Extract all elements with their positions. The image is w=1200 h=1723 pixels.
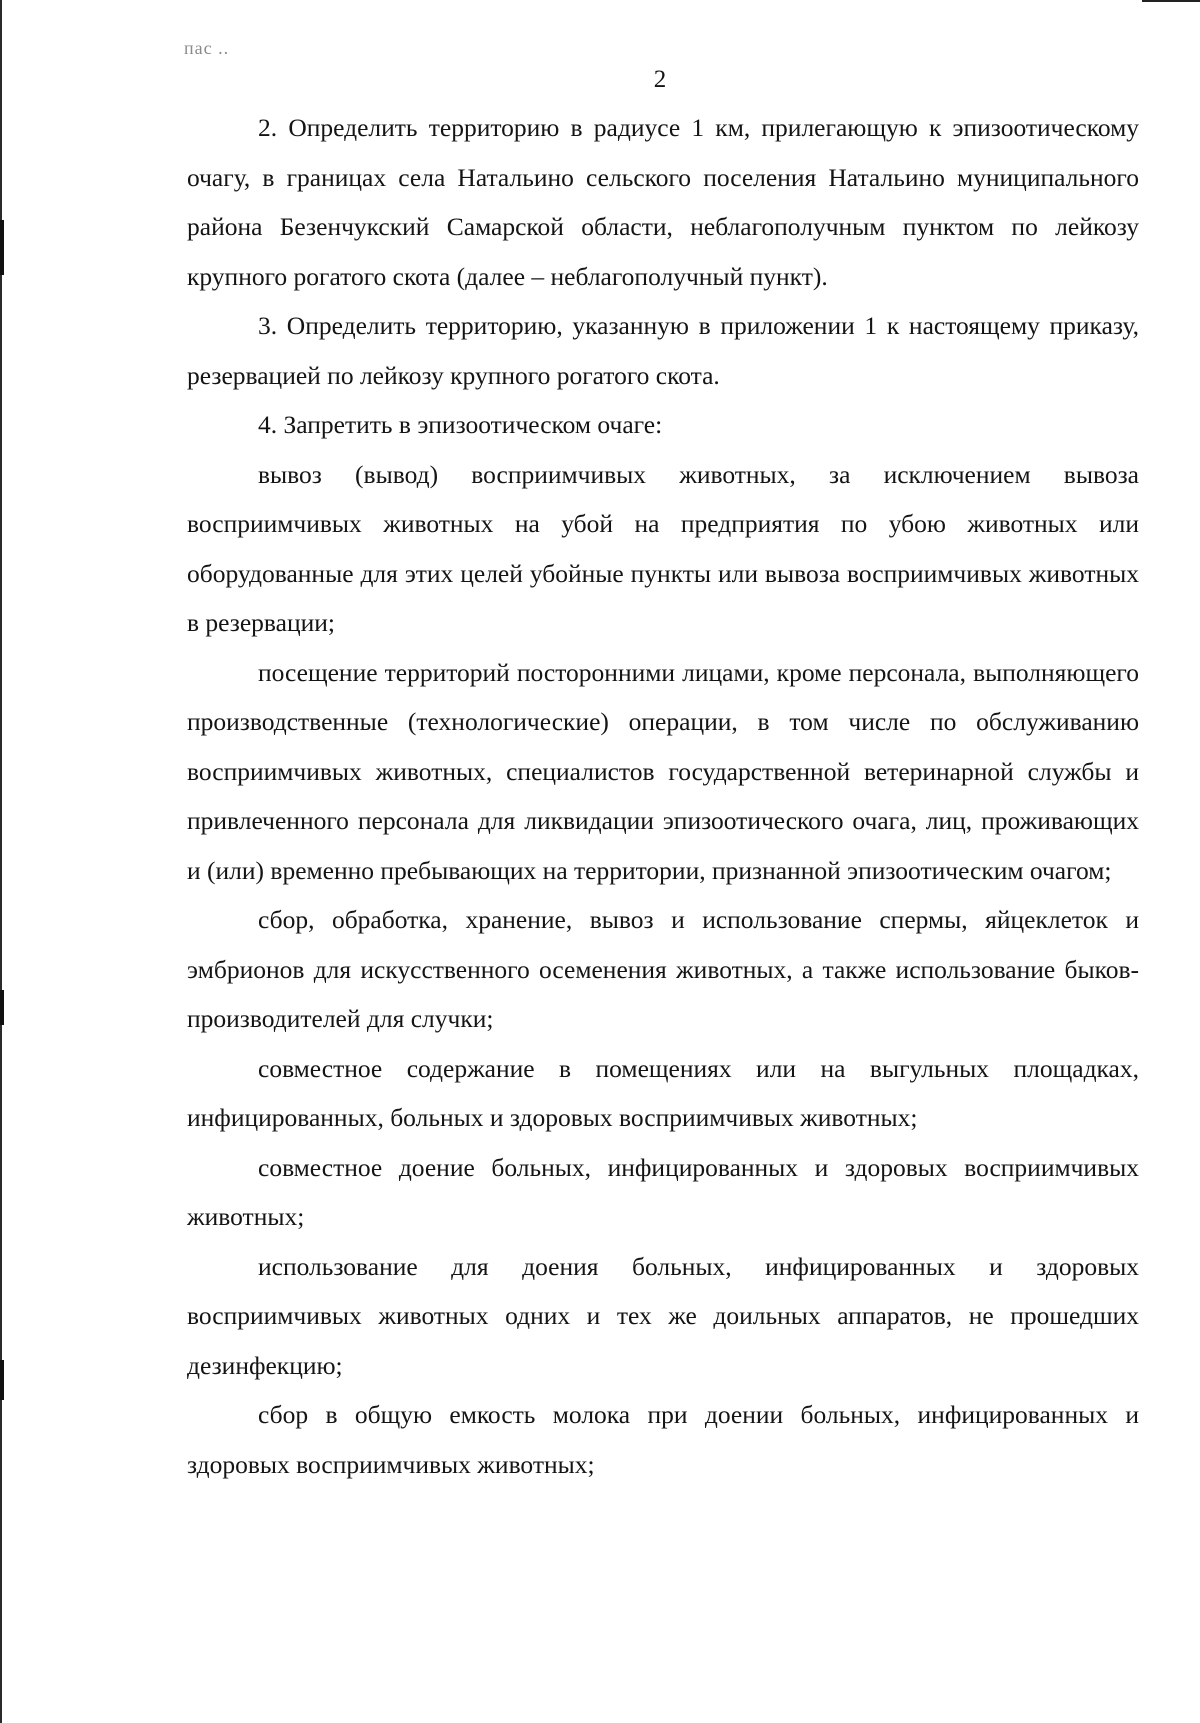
paragraph-item-3: 3. Определить территорию, указанную в приложении 1 к настоящему приказу, резервацией по лейкозу крупного рогатого скота. [187,311,1139,390]
paragraph-item-2: 2. Определить территорию в радиусе 1 км, прилегающую к эпизоотическому очагу, в границах села Натальино сельского поселения Натальино муниципального района Безенчукский Самарской области, неблагополучным пунктом по лейкозу крупного рогатого скота (далее – неблагополучный пункт). [187,113,1139,291]
paragraph-prohibition-sperm: сбор, обработка, хранение, вывоз и использование спермы, яйцеклеток и эмбрионов для искусственного осеменения животных, а также использование быков-производителей для случки; [187,905,1139,1033]
paragraph-prohibition-milk-collection: сбор в общую емкость молока при доении больных, инфицированных и здоровых восприимчивых животных; [187,1400,1139,1479]
paragraph-prohibition-joint-milking: совместное доение больных, инфицированных и здоровых восприимчивых животных; [187,1152,1139,1231]
scan-mark [0,1360,4,1400]
scan-edge-top-right [1142,0,1200,2]
scan-mark [0,990,4,1025]
paragraph-prohibition-joint-keeping: совместное содержание в помещениях или на выгульных площадках, инфицированных, больных и здоровых восприимчивых животных; [187,1053,1139,1132]
header-stamp: пас .. [184,38,230,58]
scan-mark [0,220,4,275]
document-body [187,103,1139,1489]
page-number: 2 [653,66,667,93]
paragraph-prohibition-export: вывоз (вывод) восприимчивых животных, за исключением вывоза восприимчивых животных на убой на предприятия по убою животных или оборудованные для этих целей убойные пункты или вывоза восприимчивых животных в резервации; [187,459,1139,637]
paragraph-item-4: 4. Запретить в эпизоотическом очаге: [258,410,663,439]
paragraph-prohibition-milking-machines: использование для доения больных, инфицированных и здоровых восприимчивых животных одних и тех же доильных аппаратов, не прошедших дезинфекцию; [187,1251,1139,1380]
paragraph-prohibition-visiting: посещение территорий посторонними лицами, кроме персонала, выполняющего производственные (технологические) операции, в том числе по обслуживанию восприимчивых животных, специалистов государственной ветеринарной службы и привлеченного персонала для ликвидации эпизоотического очага, лиц, проживающих и (или) временно пребывающих на территории, признанной эпизоотическим очагом; [187,657,1139,885]
